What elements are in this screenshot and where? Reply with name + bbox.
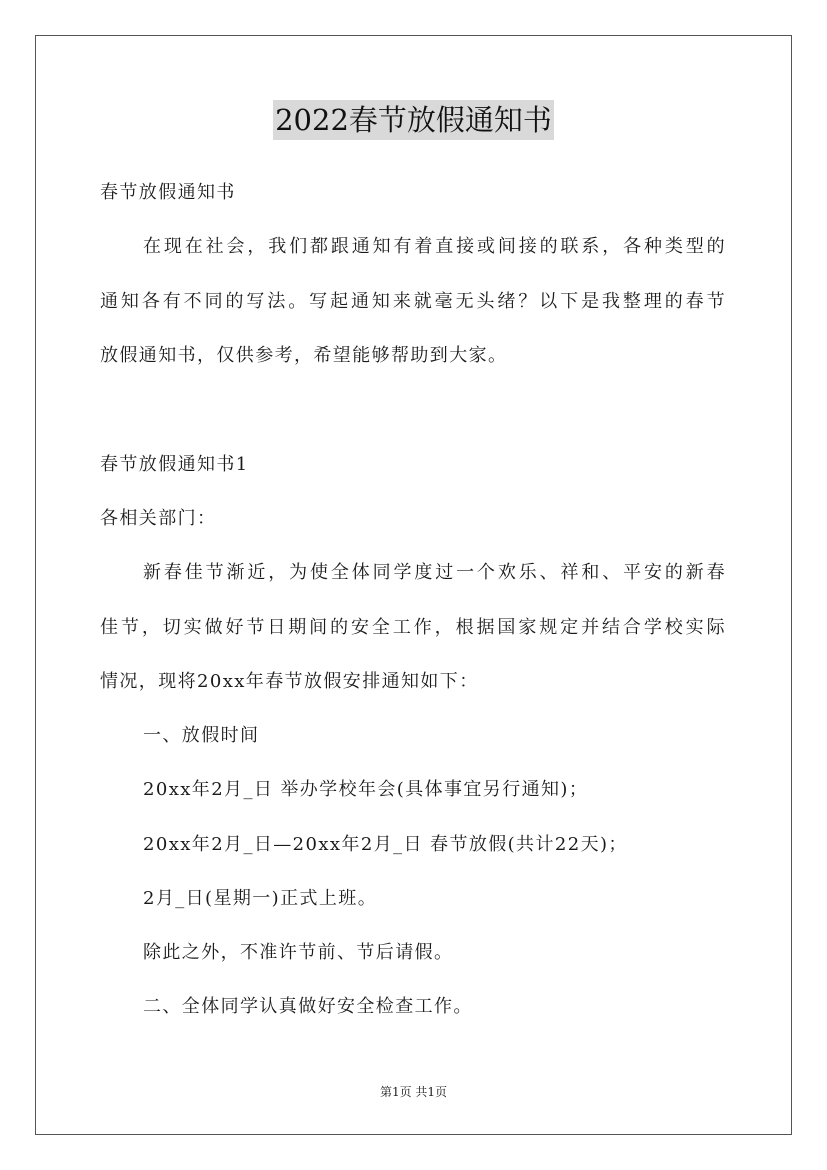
intro-line-3[interactable]: 放假通知书，仅供参考，希望能够帮助到大家。 xyxy=(100,345,508,366)
body-line-1[interactable]: 新春佳节渐近，为使全体同学度过一个欢乐、祥和、平安的新春 xyxy=(143,562,726,583)
body-line-3[interactable]: 情况，现将20xx年春节放假安排通知如下： xyxy=(100,671,479,692)
intro-line-2[interactable]: 通知各有不同的写法。写起通知来就毫无头绪？以下是我整理的春节 xyxy=(100,291,726,312)
title-container xyxy=(0,100,827,140)
document-title[interactable]: 2022春节放假通知书 xyxy=(273,100,554,140)
body-line-2[interactable]: 佳节，切实做好节日期间的安全工作，根据国家规定并结合学校实际 xyxy=(100,617,726,638)
subtitle[interactable]: 春节放假通知书 xyxy=(100,182,236,203)
list-item[interactable]: 2月_日(星期一)正式上班。 xyxy=(143,888,378,909)
page-number: 第1页 共1页 xyxy=(379,1085,448,1099)
list-item[interactable]: 除此之外，不准许节前、节后请假。 xyxy=(143,942,454,963)
intro-line-1[interactable]: 在现在社会，我们都跟通知有着直接或间接的联系，各种类型的 xyxy=(143,236,726,257)
list-item[interactable]: 20xx年2月_日 举办学校年会(具体事宜另行通知)； xyxy=(143,779,589,800)
list-item[interactable]: 20xx年2月_日—20xx年2月_日 春节放假(共计22天)； xyxy=(143,834,628,855)
salutation[interactable]: 各相关部门： xyxy=(100,508,217,529)
section-heading[interactable]: 春节放假通知书1 xyxy=(100,454,249,475)
list-item[interactable]: 二、全体同学认真做好安全检查工作。 xyxy=(143,996,473,1017)
list-item[interactable]: 一、放假时间 xyxy=(143,725,260,746)
